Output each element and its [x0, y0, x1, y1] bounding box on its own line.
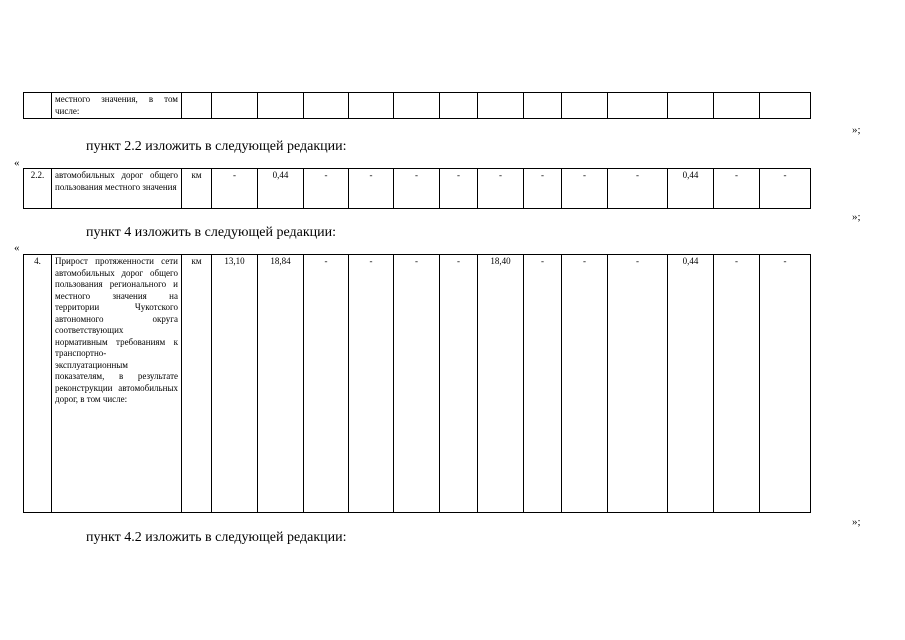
row-number [24, 93, 52, 119]
value-cell: - [440, 255, 478, 513]
value-cell: 0,44 [668, 255, 714, 513]
closing-quote: »; [852, 124, 861, 136]
value-cell: 18,84 [258, 255, 304, 513]
table-fragment-2 [23, 168, 811, 209]
closing-quote: »; [852, 211, 861, 223]
value-cell [524, 93, 562, 119]
value-cell [440, 93, 478, 119]
row-description: местного значения, в том числе: [52, 93, 182, 119]
value-cell: - [760, 169, 811, 209]
value-cell [212, 93, 258, 119]
row-number: 2.2. [24, 169, 52, 209]
row-description: автомобильных дорог общего пользования местного значения [52, 169, 182, 209]
opening-quote: « [14, 242, 20, 254]
value-cell: - [478, 169, 524, 209]
opening-quote: « [14, 157, 20, 169]
value-cell: - [608, 169, 668, 209]
value-cell [394, 93, 440, 119]
closing-quote: »; [852, 516, 861, 528]
table-fragment-3 [23, 254, 811, 513]
value-cell [304, 93, 349, 119]
value-cell [714, 93, 760, 119]
section-heading: пункт 4 изложить в следующей редакции: [86, 225, 336, 240]
row-unit [182, 93, 212, 119]
value-cell: - [212, 169, 258, 209]
value-cell: - [349, 255, 394, 513]
row-number: 4. [24, 255, 52, 513]
value-cell: - [524, 169, 562, 209]
table-row [24, 255, 811, 513]
value-cell: - [714, 169, 760, 209]
section-heading: пункт 2.2 изложить в следующей редакции: [86, 139, 347, 154]
table-row [24, 93, 811, 119]
value-cell: - [524, 255, 562, 513]
value-cell: - [760, 255, 811, 513]
value-cell: - [714, 255, 760, 513]
row-unit: км [182, 255, 212, 513]
section-heading: пункт 4.2 изложить в следующей редакции: [86, 530, 347, 545]
table-row [24, 169, 811, 209]
value-cell: - [394, 169, 440, 209]
value-cell: - [562, 169, 608, 209]
value-cell: - [562, 255, 608, 513]
value-cell: - [440, 169, 478, 209]
value-cell: 13,10 [212, 255, 258, 513]
value-cell [349, 93, 394, 119]
value-cell [760, 93, 811, 119]
row-unit: км [182, 169, 212, 209]
value-cell: - [394, 255, 440, 513]
value-cell [478, 93, 524, 119]
value-cell [608, 93, 668, 119]
value-cell: 18,40 [478, 255, 524, 513]
table-fragment-1 [23, 92, 811, 119]
value-cell: - [304, 255, 349, 513]
value-cell [668, 93, 714, 119]
value-cell: 0,44 [668, 169, 714, 209]
value-cell [562, 93, 608, 119]
value-cell: 0,44 [258, 169, 304, 209]
value-cell [258, 93, 304, 119]
value-cell: - [304, 169, 349, 209]
row-description: Прирост протяженности сети автомобильных дорог общего пользования регионального и местного значения на территории Чукотского автономного округа соответствующих нормативным требованиям к транспортно-эксплуатационным показателям, в результате реконструкции автомобильных дорог, в том числе: [52, 255, 182, 513]
value-cell: - [349, 169, 394, 209]
value-cell: - [608, 255, 668, 513]
